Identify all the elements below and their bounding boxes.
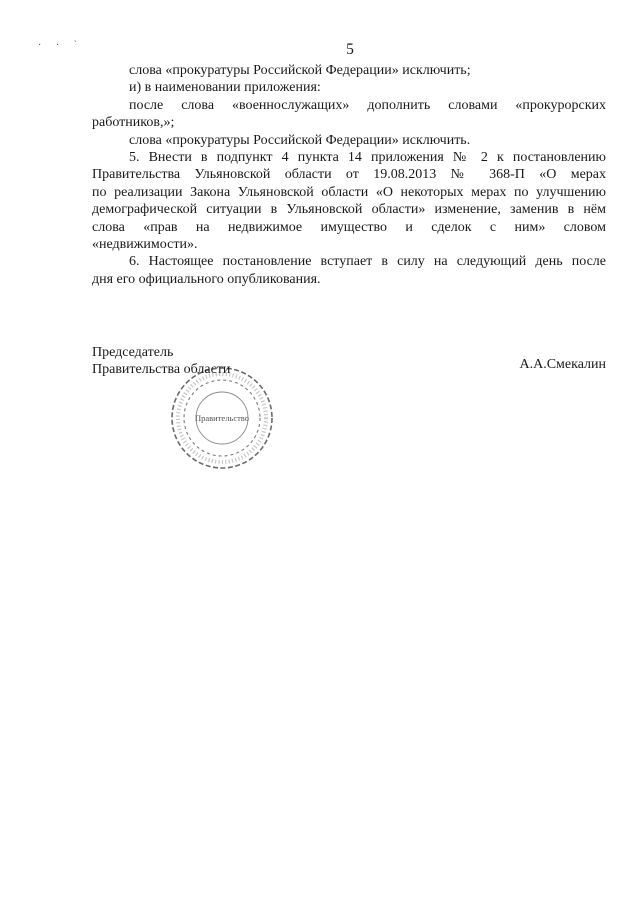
signatory-title-line1: Председатель	[92, 345, 174, 360]
body-line: «недвижимости».	[92, 237, 198, 253]
seal-icon	[166, 362, 278, 474]
body-line: слова «прокуратуры Российской Федерации» исключить;	[129, 63, 471, 78]
signatory-title	[92, 344, 230, 378]
document-body	[92, 62, 606, 288]
signatory-name: А.А.Смекалин	[519, 357, 606, 372]
signatory-title-line2: Правительства области	[92, 362, 231, 377]
page-number: 5	[346, 41, 354, 58]
body-line: после слова «военнослужащих» дополнить словами «прокурорских	[129, 97, 606, 113]
body-line: слова «прокуратуры Российской Федерации» исключить.	[129, 132, 471, 148]
body-line: работников,»;	[92, 115, 175, 131]
body-line: дня его официального опубликования.	[92, 271, 321, 287]
svg-text:Правительство: Правительство	[194, 413, 250, 423]
body-line: и) в наименовании приложения:	[129, 80, 321, 96]
official-seal	[166, 362, 278, 474]
body-line: по реализации Закона Ульяновской области «О некоторых мерах по улучшению	[92, 184, 606, 200]
body-line: демографической ситуации в Ульяновской области» изменение, заменив в нём	[92, 202, 606, 218]
body-line: 6. Настоящее постановление вступает в силу на следующий день после	[129, 254, 606, 270]
body-line: слова «прав на недвижимое имущество и сделок с ним» словом	[92, 219, 606, 235]
body-line: Правительства Ульяновской области от 19.08.2013 № 368-П «О мерах	[92, 167, 606, 183]
scan-specks: · · ˋ	[38, 40, 83, 51]
body-line: 5. Внести в подпункт 4 пункта 14 приложения № 2 к постановлению	[129, 150, 606, 166]
